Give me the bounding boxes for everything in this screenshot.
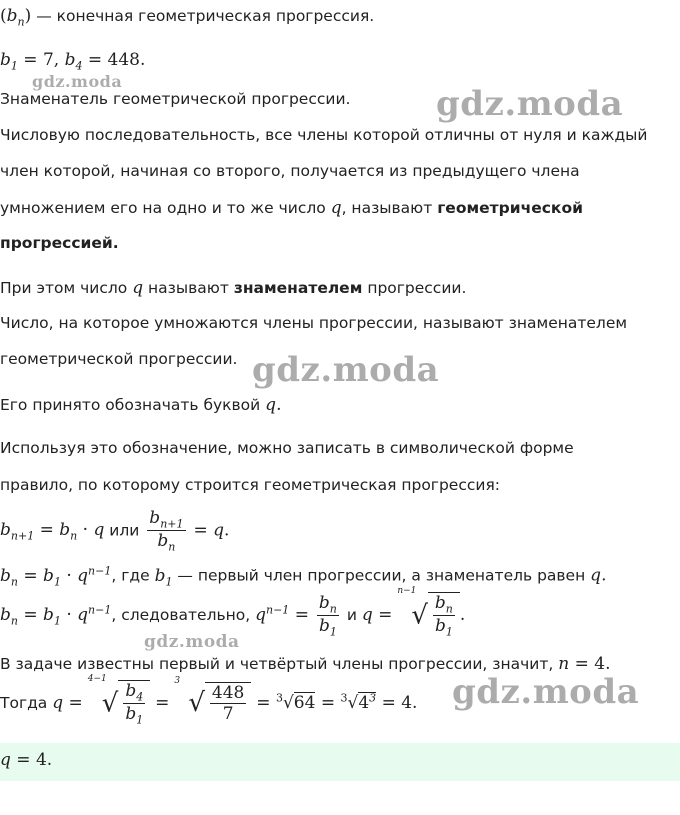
symbolic-line-1: Используя это обозначение, можно записать в символической форме bbox=[0, 439, 574, 457]
term-ratio: знаменателем bbox=[233, 279, 363, 297]
watermark-logo: gdz.moda bbox=[452, 672, 640, 712]
definition-line-4 bbox=[0, 234, 119, 252]
computation-line: Тогда q = 4−1 √ $\frac{b_4}{b_1}$ = 3 √ $\frac{448}{7}$ = $^3√64 = ^3√4^3 = 4$. bbox=[0, 674, 418, 727]
definition-line-3: умножением его на одно и то же число q, называют геометрической bbox=[0, 198, 583, 218]
given-values: $b_1 = 7$, $b_4 = 448$. bbox=[0, 50, 146, 73]
symbolic-line-2: правило, по которому строится геометрическая прогрессия: bbox=[0, 476, 500, 494]
watermark-logo: gdz.moda bbox=[144, 632, 240, 652]
intro-text: — конечная геометрическая прогрессия. bbox=[36, 7, 375, 25]
watermark-logo: gdz.moda bbox=[436, 84, 624, 124]
term-progression: прогрессией. bbox=[0, 234, 119, 252]
formula-ratio: $b_n = b_1 \cdot q^{n-1}$, следовательно, $q^{n-1}$ = $\frac{b_n}{b_1}$ и q = n−1 √ $\frac{b_n}{b_1}$ . bbox=[0, 586, 466, 639]
formula-nth-term: $b_n = b_1 \cdot q^{n-1}$, где $b_1$ — первый член прогрессии, а знаменатель равен q. bbox=[0, 564, 607, 589]
watermark-logo: gdz.moda bbox=[252, 350, 440, 390]
known-terms-line: В задаче известны первый и четвёртый члены прогрессии, значит, n = 4. bbox=[0, 654, 611, 674]
section-heading: Знаменатель геометрической прогрессии. bbox=[0, 90, 351, 108]
intro-line bbox=[0, 6, 374, 28]
watermark-logo: gdz.moda bbox=[32, 72, 123, 91]
notation-line: Его принято обозначать буквой q. bbox=[0, 395, 282, 415]
definition-line-1: Числовую последовательность, все члены которой отличны от нуля и каждый bbox=[0, 126, 648, 144]
answer-text: q = 4. bbox=[0, 750, 53, 770]
ratio-line-2: геометрической прогрессии. bbox=[0, 350, 238, 368]
term-geometric: геометрической bbox=[437, 199, 583, 217]
formula-recurrence: $b_{n+1} = b_n \cdot q$ или $\frac{b_{n+1}}{b_n}$ = q. bbox=[0, 508, 230, 554]
definition-line-2: член которой, начиная со второго, получается из предыдущего члена bbox=[0, 162, 580, 180]
answer-box bbox=[0, 743, 680, 781]
sequence-symbol: $(b_n)$ bbox=[0, 6, 32, 29]
ratio-line-1: Число, на которое умножаются члены прогрессии, называют знаменателем bbox=[0, 314, 628, 332]
ratio-definition: При этом число q называют знаменателем прогрессии. bbox=[0, 278, 467, 298]
